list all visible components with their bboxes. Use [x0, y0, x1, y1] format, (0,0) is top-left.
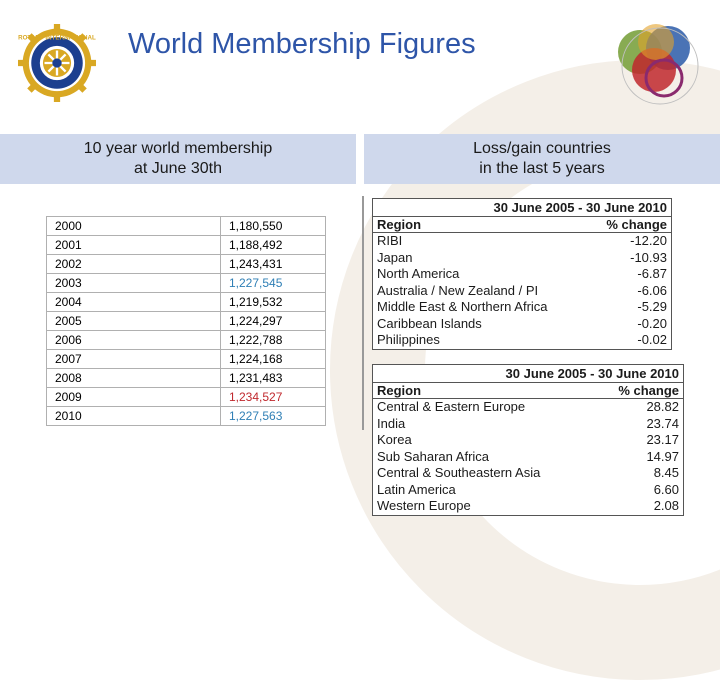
table-row: [47, 388, 326, 407]
table-row: [47, 274, 326, 293]
gain-table-period: 30 June 2005 - 30 June 2010: [373, 365, 683, 383]
loss-countries-table: [372, 198, 672, 350]
list-item: [373, 266, 671, 283]
table-row: [47, 312, 326, 331]
list-item: [373, 283, 671, 300]
percent-change-value: -6.87: [637, 266, 667, 281]
list-item: [373, 399, 683, 416]
year-cell: 2001: [47, 236, 221, 255]
table-row: [47, 331, 326, 350]
membership-cell: 1,222,788: [221, 331, 326, 350]
list-item: [373, 316, 671, 333]
year-cell: 2006: [47, 331, 221, 350]
percent-change-value: -5.29: [637, 299, 667, 314]
membership-cell: 1,243,431: [221, 255, 326, 274]
table-row: [47, 350, 326, 369]
region-label: Philippines: [377, 332, 440, 347]
region-label: Latin America: [377, 481, 456, 497]
logo-text: ROTARY INTERNATIONAL: [18, 34, 96, 42]
list-item: [373, 482, 683, 499]
percent-change-value: 23.74: [646, 415, 679, 431]
percent-change-value: -6.06: [637, 282, 667, 298]
membership-cell: 1,234,527: [221, 388, 326, 407]
region-label: India: [377, 415, 406, 431]
history-heading: [0, 134, 356, 184]
gain-col-change: % change: [618, 383, 679, 398]
page-title: World Membership Figures: [128, 28, 476, 60]
list-item: [373, 498, 683, 515]
table-row: [47, 369, 326, 388]
membership-cell: 1,224,168: [221, 350, 326, 369]
membership-cell: 1,180,550: [221, 217, 326, 236]
loss-table-period: 30 June 2005 - 30 June 2010: [373, 199, 671, 217]
membership-cell: 1,231,483: [221, 369, 326, 388]
region-label: Australia / New Zealand / PI: [377, 282, 539, 298]
gain-col-region: Region: [377, 383, 422, 398]
gain-table-header: [373, 383, 683, 399]
percent-change-value: 23.17: [646, 432, 679, 447]
membership-cell: 1,219,532: [221, 293, 326, 312]
rotary-logo-icon: [18, 24, 96, 102]
percent-change-value: -12.20: [630, 233, 667, 248]
table-row: [47, 255, 326, 274]
year-cell: 2009: [47, 388, 221, 407]
list-item: [373, 299, 671, 316]
list-item: [373, 432, 683, 449]
region-label: Caribbean Islands: [377, 315, 482, 331]
loss-table-header: [373, 217, 671, 233]
table-row: [47, 217, 326, 236]
year-cell: 2010: [47, 407, 221, 426]
membership-cell: 1,227,563: [221, 407, 326, 426]
percent-change-value: 28.82: [646, 399, 679, 414]
table-row: [47, 293, 326, 312]
percent-change-value: 6.60: [653, 481, 679, 497]
percent-change-value: -10.93: [630, 249, 667, 265]
region-label: RIBI: [377, 233, 403, 248]
membership-history-table: [46, 216, 326, 426]
percent-change-value: 8.45: [653, 465, 679, 480]
year-cell: 2008: [47, 369, 221, 388]
region-label: Sub Saharan Africa: [377, 448, 490, 464]
list-item: [373, 465, 683, 482]
year-cell: 2000: [47, 217, 221, 236]
year-cell: 2002: [47, 255, 221, 274]
overlapping-circles-icon: [612, 18, 704, 106]
loss-col-change: % change: [606, 217, 667, 232]
list-item: [373, 233, 671, 250]
table-row: [47, 407, 326, 426]
list-item: [373, 416, 683, 433]
table-divider: [362, 196, 364, 430]
history-heading-line1: 10 year world membership: [83, 140, 273, 157]
percent-change-value: -0.20: [637, 315, 667, 331]
loss-col-region: Region: [377, 217, 422, 232]
year-cell: 2003: [47, 274, 221, 293]
history-heading-line2: at June 30th: [133, 160, 223, 177]
year-cell: 2004: [47, 293, 221, 312]
membership-cell: 1,188,492: [221, 236, 326, 255]
percent-change-value: 14.97: [646, 448, 679, 464]
region-label: North America: [377, 266, 460, 281]
table-row: [47, 236, 326, 255]
change-heading-line2: in the last 5 years: [479, 160, 605, 177]
percent-change-value: 2.08: [653, 498, 679, 513]
change-heading-line1: Loss/gain countries: [473, 140, 611, 157]
region-label: Western Europe: [377, 498, 471, 513]
list-item: [373, 332, 671, 349]
year-cell: 2007: [47, 350, 221, 369]
region-label: Middle East & Northern Africa: [377, 299, 548, 314]
region-label: Central & Eastern Europe: [377, 399, 526, 414]
list-item: [373, 250, 671, 267]
membership-cell: 1,227,545: [221, 274, 326, 293]
year-cell: 2005: [47, 312, 221, 331]
gain-countries-table: [372, 364, 684, 516]
percent-change-value: -0.02: [637, 332, 667, 347]
region-label: Japan: [377, 249, 413, 265]
region-label: Korea: [377, 432, 412, 447]
region-label: Central & Southeastern Asia: [377, 465, 541, 480]
change-heading: [364, 134, 720, 184]
membership-cell: 1,224,297: [221, 312, 326, 331]
list-item: [373, 449, 683, 466]
